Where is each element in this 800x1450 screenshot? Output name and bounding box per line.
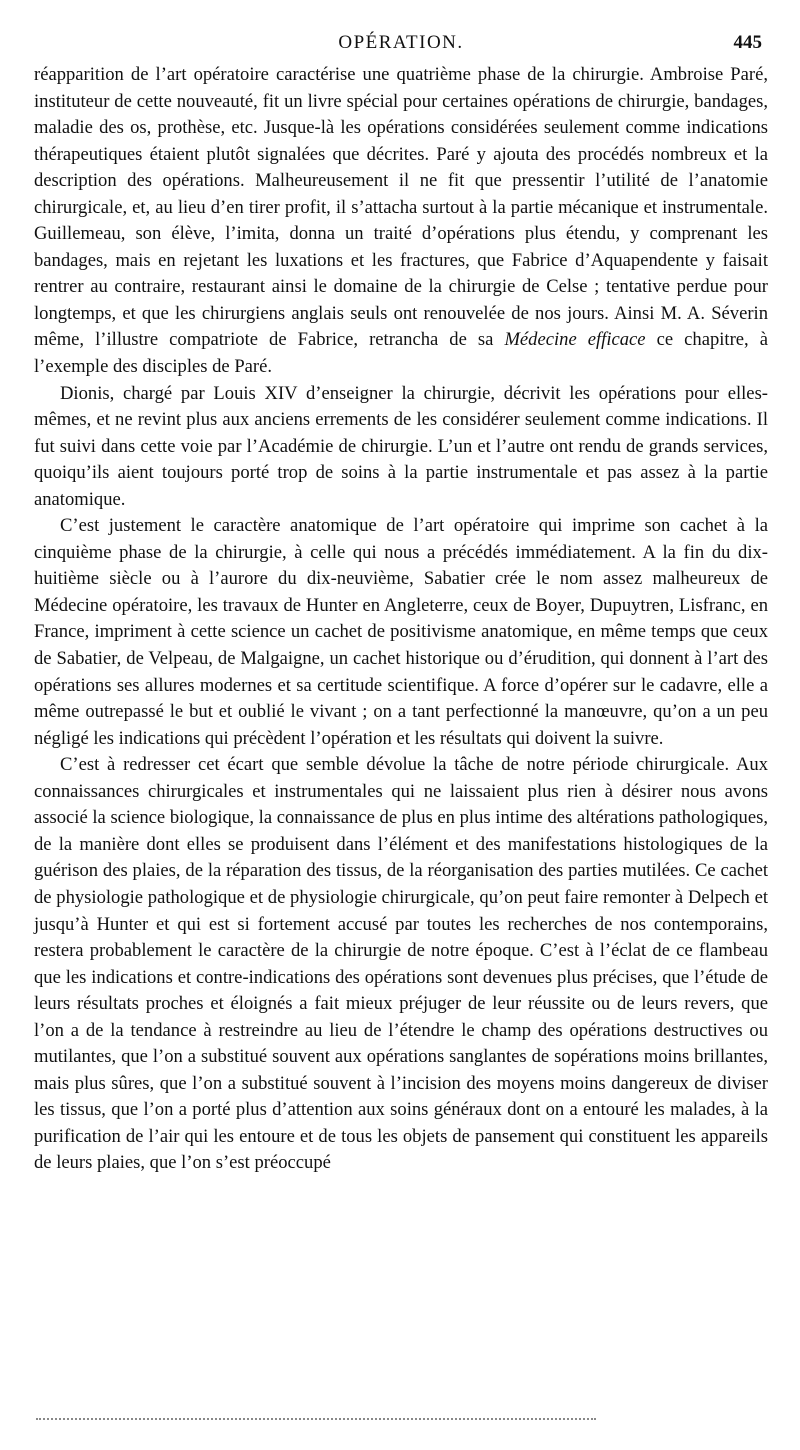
paragraph-1 <box>34 62 768 381</box>
paragraph-4-text: C’est à redresser cet écart que semble dévolue la tâche de notre période chirurgicale. Aux connaissances chirurgicales et instrumentales qui ne laissaient plus rien à désirer nous avons associé la science biologique, la connaissance de plus en plus intime des altérations pathologiques, de la manière dont elles se produisent dans l’élément et des manifestations histologiques de la guérison des plaies, de la réparation des tissus, de la réorganisation des parties mutilées. Ce cachet de physiologie pathologique et de physiologie chirurgicale, qu’on peut faire remonter à Delpech et jusqu’à Hunter et qui est si fortement accusé par toutes les recherches de nos contemporains, restera probablement le caractère de la chirurgie de notre époque. C’est à l’éclat de ce flambeau que les indications et contre-indications des opérations sont devenues plus précises, que l’étude de leurs résultats proches et éloignés a fait mieux préjuger de leur réussite ou de leurs revers, que l’on a de la tendance à restreindre au lieu de l’étendre le champ des opérations destructives ou mutilantes, que l’on a substitué souvent aux opérations sanglantes de sopérations moins brillantes, mais plus sûres, que l’on a substitué souvent à l’incision des moyens moins dangereux de diviser les tissus, que l’on a porté plus d’attention aux soins généraux dont on a entouré les malades, à la purification de l’air qui les entoure et de tous les objets de pansement qui constituent les appareils de leurs plaies, que l’on s’est préoccupé <box>34 754 768 1174</box>
running-title: OPÉRATION. <box>338 32 464 53</box>
body-text <box>34 62 768 1177</box>
footer-dotted-rule <box>36 1418 596 1420</box>
paragraph-1-text-1: réapparition de l’art opératoire caractérise une quatrième phase de la chirurgie. Ambroise Paré, instituteur de cette nouveauté, fit un livre spécial pour certaines opérations de chirurgie, bandages, maladie des os, prothèse, etc. Jusque-là les opérations considérées seulement comme indications thérapeutiques étaient plutôt signalées que décrites. Paré y ajouta des procédés nombreux et la description des opérations. Malheureusement il ne fit que pressentir l’utilité de l’anatomie chirurgicale, et, au lieu d’en tirer profit, il s’attacha surtout à la partie mécanique et instrumentale. Guillemeau, son élève, l’imita, donna un traité d’opérations plus étendu, y comprenant les bandages, mais en rejetant les luxations et les fractures, que Fabrice d’Aquapendente y faisait rentrer au contraire, restaurant ainsi le domaine de la chirurgie de Celse ; tentative perdue pour longtemps, et que les chirurgiens anglais seuls ont renouvelée de nos jours. Ainsi M. A. Séverin même, l’illustre compatriote de Fabrice, retrancha de sa <box>34 64 768 351</box>
paragraph-2 <box>34 381 768 514</box>
paragraph-3 <box>34 513 768 752</box>
paragraph-2-text: Dionis, chargé par Louis XIV d’enseigner la chirurgie, décrivit les opérations pour elles-mêmes, et ne revint plus aux anciens errements de les considérer seulement comme indications. Il fut suivi dans cette voie par l’Académie de chirurgie. L’un et l’autre ont rendu de grands services, quoiqu’ils aient toujours porté trop de soins à la partie instrumentale et pas assez à la partie anatomique. <box>34 382 768 510</box>
running-head <box>34 22 768 58</box>
book-page <box>34 22 768 1177</box>
paragraph-1-text-2: ce chapitre, à l’exemple des disciples de Paré. <box>34 329 768 378</box>
page-number: 445 <box>733 32 762 53</box>
paragraph-3-text: C’est justement le caractère anatomique de l’art opératoire qui imprime son cachet à la cinquième phase de la chirurgie, à celle qui nous a précédés immédiatement. A la fin du dix-huitième siècle ou à l’aurore du dix-neuvième, Sabatier crée le nom assez malheureux de Médecine opératoire, les travaux de Hunter en Angleterre, ceux de Boyer, Dupuytren, Lisfranc, en France, impriment à cette science un cachet de positivisme anatomique, en même temps que ceux de Sabatier, de Velpeau, de Malgaigne, un cachet historique ou d’érudition, qui donnent à l’art des opérations ses allures modernes et sa certitude scientifique. A force d’opérer sur le cadavre, elle a même outrepassé le but et oublié le vivant ; on a tant perfectionné la manœuvre, qu’on a un peu négligé les indications qui précèdent l’opération et les résultats qui doivent la suivre. <box>34 515 768 749</box>
italic-book-title: Médecine efficace <box>504 329 646 351</box>
paragraph-4 <box>34 752 768 1177</box>
